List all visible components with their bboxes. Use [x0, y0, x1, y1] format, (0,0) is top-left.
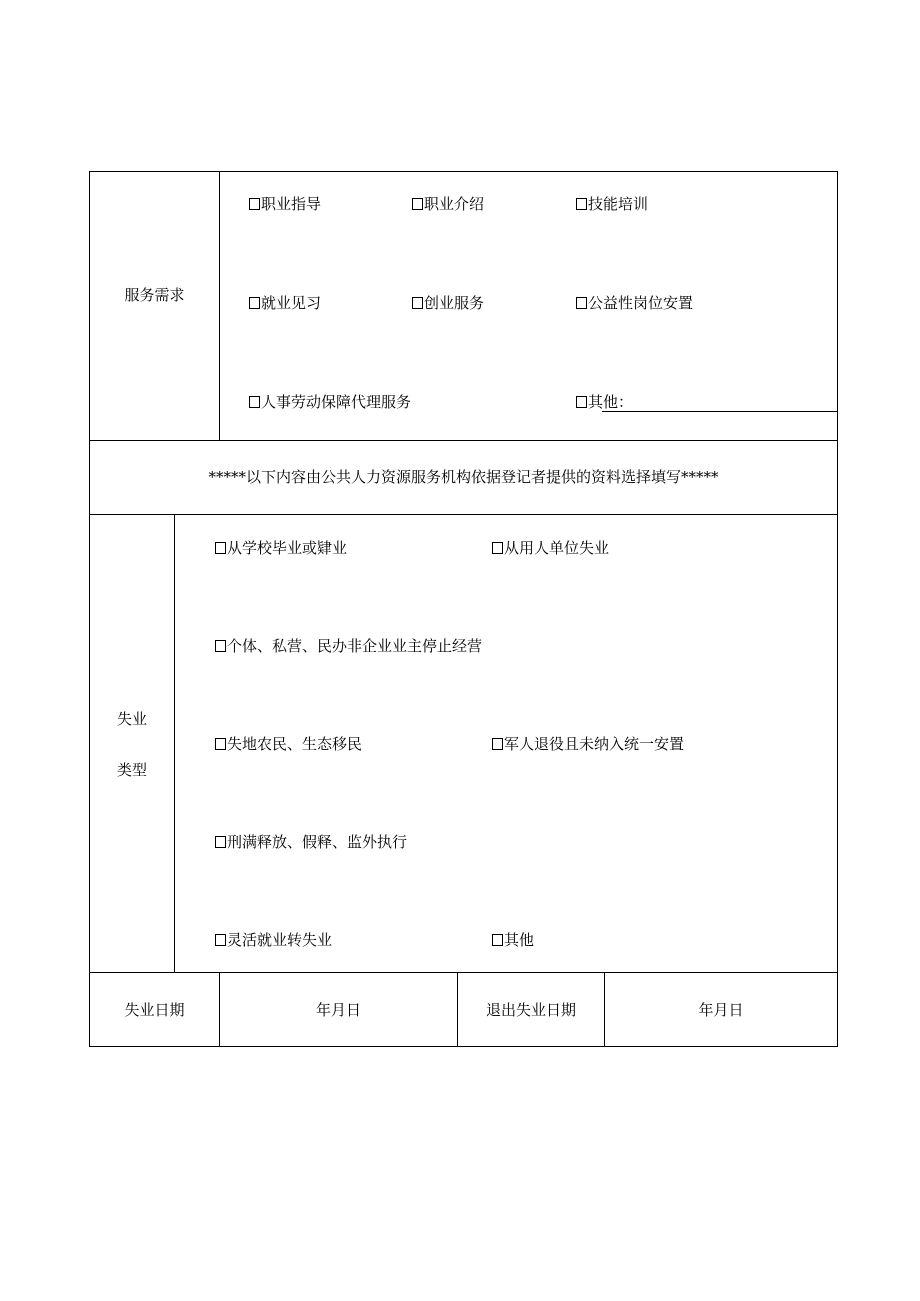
checkbox[interactable]: [215, 738, 226, 750]
checkbox[interactable]: [576, 198, 587, 210]
exit-unemployment-date-label: 退出失业日期: [485, 1001, 576, 1019]
section-divider: [90, 514, 837, 515]
option-skills-training[interactable]: 技能培训: [576, 195, 648, 213]
column-divider: [219, 172, 220, 440]
checkbox[interactable]: [215, 542, 226, 554]
checkbox[interactable]: [576, 396, 587, 408]
option-released[interactable]: 刑满释放、假释、监外执行: [215, 833, 407, 851]
other-fill-in-line[interactable]: [602, 411, 837, 412]
checkbox[interactable]: [492, 542, 503, 554]
checkbox[interactable]: [249, 297, 260, 309]
option-entrepreneurship[interactable]: 创业服务: [412, 294, 484, 312]
checkbox[interactable]: [576, 297, 587, 309]
option-career-guidance[interactable]: 职业指导: [249, 195, 321, 213]
checkbox[interactable]: [412, 297, 423, 309]
unemployment-date-value[interactable]: 年月日: [315, 1001, 361, 1019]
unemployment-registration-form: [89, 171, 838, 1047]
checkbox[interactable]: [492, 934, 503, 946]
notice-text: *****以下内容由公共人力资源服务机构依据登记者提供的资料选择填写*****: [208, 468, 719, 486]
option-landless-farmer[interactable]: 失地农民、生态移民: [215, 735, 362, 753]
checkbox[interactable]: [215, 934, 226, 946]
checkbox[interactable]: [412, 198, 423, 210]
checkbox[interactable]: [249, 198, 260, 210]
exit-unemployment-date-value[interactable]: 年月日: [698, 1001, 744, 1019]
section-divider: [90, 972, 837, 973]
option-public-welfare-job[interactable]: 公益性岗位安置: [576, 294, 693, 312]
service-needs-label: 服务需求: [124, 286, 185, 304]
option-laid-off[interactable]: 从用人单位失业: [492, 539, 609, 557]
checkbox[interactable]: [215, 640, 226, 652]
checkbox[interactable]: [215, 836, 226, 848]
option-job-referral[interactable]: 职业介绍: [412, 195, 484, 213]
option-flexible-to-unemployed[interactable]: 灵活就业转失业: [215, 931, 332, 949]
unemployment-type-label-1: 失业: [116, 710, 147, 728]
unemployment-date-label: 失业日期: [124, 1001, 185, 1019]
option-hr-agency[interactable]: 人事劳动保障代理服务: [249, 393, 411, 411]
unemployment-type-label-2: 类型: [116, 761, 147, 779]
option-veteran[interactable]: 军人退役且未纳入统一安置: [492, 735, 684, 753]
option-graduate[interactable]: 从学校毕业或肄业: [215, 539, 347, 557]
section-divider: [90, 440, 837, 441]
checkbox[interactable]: [249, 396, 260, 408]
option-internship[interactable]: 就业见习: [249, 294, 321, 312]
option-service-other[interactable]: 其他：: [576, 393, 633, 411]
checkbox[interactable]: [492, 738, 503, 750]
column-divider: [174, 514, 175, 972]
option-type-other[interactable]: 其他: [492, 931, 534, 949]
option-business-closed[interactable]: 个体、私营、民办非企业业主停止经营: [215, 637, 482, 655]
